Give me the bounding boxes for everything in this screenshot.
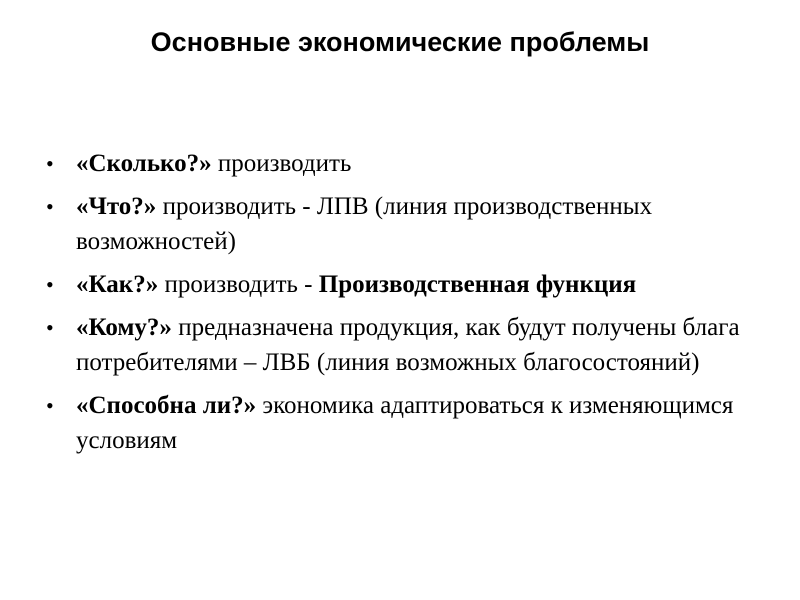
bullet-dot-icon: •: [46, 151, 54, 176]
bullet-question: «Что?»: [76, 193, 157, 220]
bullet-question: «Как?»: [76, 271, 159, 298]
bullet-question: «Сколько?»: [76, 150, 212, 177]
bullet-item-for-whom: [46, 310, 756, 380]
bullet-text: предназначена продукция, как будут получены блага потребителями – ЛВБ (линия возможных благосостояний): [76, 314, 740, 376]
bullet-dot-icon: •: [46, 194, 54, 219]
bullet-text: производить - ЛПВ (линия производственных возможностей): [76, 193, 653, 255]
bullet-question: «Способна ли?»: [76, 392, 257, 419]
slide-title: Основные экономические проблемы: [150, 27, 650, 57]
bullet-item-can-adapt: [46, 388, 756, 458]
bullet-item-how: [46, 267, 756, 302]
bullet-text: производить -: [158, 271, 319, 298]
bullet-text: экономика адаптироваться к изменяющимся условиям: [76, 392, 734, 454]
bullet-dot-icon: •: [46, 393, 54, 418]
bullet-bold-term: Производственная функция: [318, 271, 637, 298]
bullet-item-how-much: [46, 146, 756, 181]
bullet-list: [46, 146, 756, 466]
bullet-question: «Кому?»: [76, 314, 172, 341]
bullet-text: производить: [211, 150, 352, 177]
bullet-item-what: [46, 189, 756, 259]
bullet-dot-icon: •: [46, 272, 54, 297]
bullet-dot-icon: •: [46, 315, 54, 340]
